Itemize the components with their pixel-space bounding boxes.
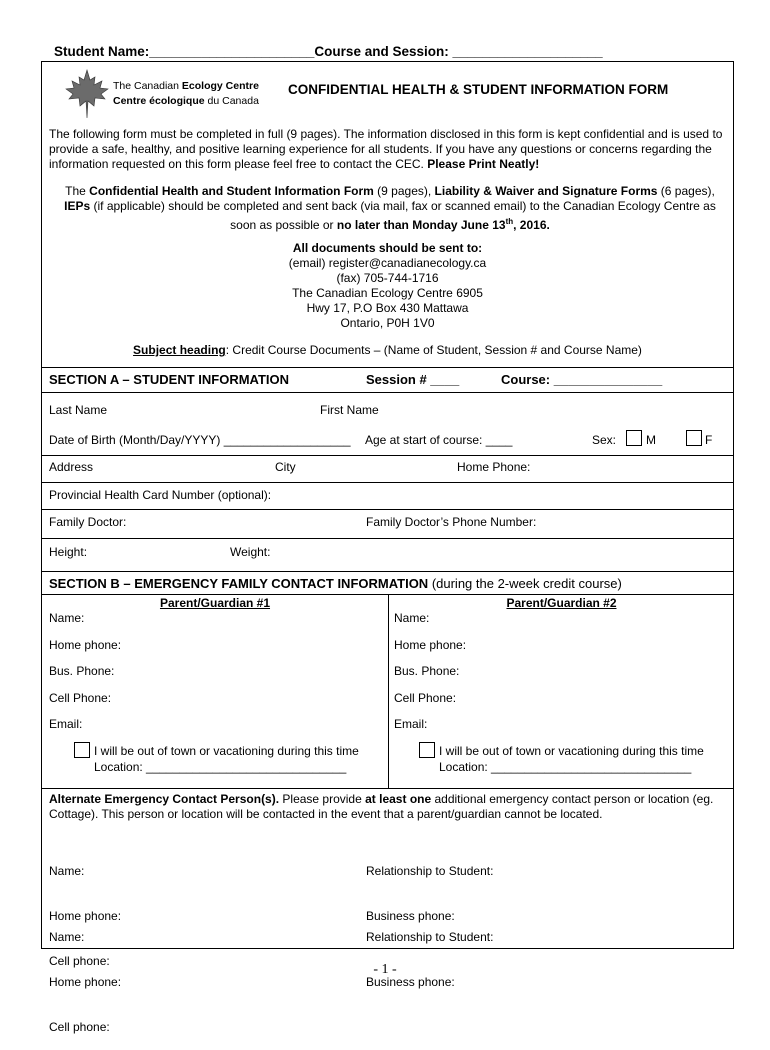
weight-field[interactable]: Weight: [230, 545, 271, 559]
city-field[interactable]: City [275, 460, 296, 474]
doctor-phone-field[interactable]: Family Doctor’s Phone Number: [366, 515, 537, 529]
guardian-1-cell-phone-field[interactable]: Cell Phone: [49, 691, 112, 705]
section-b-title: SECTION B – EMERGENCY FAMILY CONTACT INFORMATION (during the 2-week credit course) [49, 576, 622, 591]
guardian-1-name-field[interactable]: Name: [49, 611, 85, 625]
guardian-2-heading: Parent/Guardian #2 [506, 596, 617, 610]
section-a-session[interactable]: Session # ____ [366, 372, 460, 387]
guardian-2-out-of-town-checkbox[interactable] [419, 742, 435, 758]
sex-female-checkbox[interactable] [686, 430, 702, 446]
send-to-block [42, 241, 733, 331]
send-to-address-1: The Canadian Ecology Centre 6905 [292, 286, 483, 300]
guardian-2-cell-phone-field[interactable]: Cell Phone: [394, 691, 457, 705]
alternate-1-business-phone-field[interactable]: Business phone: [366, 909, 455, 923]
alternate-1-relationship-field[interactable]: Relationship to Student: [366, 864, 494, 878]
student-name-course-line[interactable]: Student Name:______________________Course and Session: ____________________ [54, 44, 603, 59]
form-title: CONFIDENTIAL HEALTH & STUDENT INFORMATION FORM [288, 82, 669, 97]
send-to-address-3: Ontario, P0H 1V0 [340, 316, 435, 330]
sex-female-label: F [705, 433, 713, 447]
alternate-2-home-phone-field[interactable]: Home phone: [49, 975, 122, 989]
alternate-2-relationship-field[interactable]: Relationship to Student: [366, 930, 494, 944]
section-a-title: SECTION A – STUDENT INFORMATION [49, 372, 290, 387]
height-field[interactable]: Height: [49, 545, 88, 559]
guardian-2-location-field[interactable]: Location: ______________________________ [439, 760, 692, 774]
alternate-2-cell-phone-field[interactable]: Cell phone: [49, 1020, 110, 1034]
address-field[interactable]: Address [49, 460, 94, 474]
age-field[interactable]: Age at start of course: ____ [365, 433, 513, 447]
guardian-1-heading: Parent/Guardian #1 [159, 596, 271, 610]
alternate-contact-2-right [366, 900, 493, 1005]
sex-label: Sex: [592, 433, 617, 447]
send-to-address-2: Hwy 17, P.O Box 430 Mattawa [306, 301, 469, 315]
maple-leaf-icon [64, 68, 110, 120]
guardian-1-bus-phone-field[interactable]: Bus. Phone: [49, 664, 115, 678]
first-name-field[interactable]: First Name [320, 403, 379, 417]
family-doctor-field[interactable]: Family Doctor: [49, 515, 127, 529]
guardian-1-out-of-town-checkbox[interactable] [74, 742, 90, 758]
home-phone-field[interactable]: Home Phone: [457, 460, 531, 474]
page-number: - 1 - [373, 962, 397, 977]
alternate-1-home-phone-field[interactable]: Home phone: [49, 909, 122, 923]
guardian-2-name-field[interactable]: Name: [394, 611, 430, 625]
send-to-fax: (fax) 705-744-1716 [336, 271, 439, 285]
guardian-2-email-field[interactable]: Email: [394, 717, 428, 731]
alternate-1-cell-phone-field[interactable]: Cell phone: [49, 954, 110, 968]
sex-male-label: M [646, 433, 656, 447]
guardian-2-out-of-town-label: I will be out of town or vacationing during this time [439, 744, 704, 758]
sex-male-checkbox[interactable] [626, 430, 642, 446]
guardian-1-out-of-town-label: I will be out of town or vacationing during this time [94, 744, 359, 758]
guardian-1-email-field[interactable]: Email: [49, 717, 83, 731]
instructions-paragraph: The Confidential Health and Student Information Form (9 pages), Liability & Waiver and Signature Forms (6 pages), IEPs (if applicable) should be completed and sent back (via mail, fax or scanned email) to the Canadian Ecology Centre as soon as possible or no later than Monday June 13th, 2016. [64, 184, 716, 232]
section-a-course[interactable]: Course: _______________ [501, 372, 663, 387]
guardian-1-location-field[interactable]: Location: ______________________________ [94, 760, 347, 774]
send-to-heading: All documents should be sent to: [292, 241, 483, 255]
subject-heading: Subject heading: Credit Course Documents – (Name of Student, Session # and Course Name) [133, 343, 642, 357]
intro-paragraph: The following form must be completed in full (9 pages). The information disclosed in this form is kept confidential and is used to provide a safe, healthy, and positive learning experience for all students. If you have any questions or concerns regarding the information requested on this form please feel free to contact the CEC. Please Print Neatly! [49, 127, 723, 171]
guardian-2-home-phone-field[interactable]: Home phone: [394, 638, 467, 652]
date-of-birth-field[interactable]: Date of Birth (Month/Day/YYYY) ___________________ [49, 433, 351, 447]
send-to-email[interactable]: (email) register@canadianecology.ca [288, 256, 487, 270]
organization-name: The Canadian Ecology Centre Centre écologique du Canada [113, 80, 259, 107]
alternate-2-business-phone-field[interactable]: Business phone: [366, 975, 455, 989]
guardian-2-bus-phone-field[interactable]: Bus. Phone: [394, 664, 460, 678]
alternate-1-name-field[interactable]: Name: [49, 864, 85, 878]
health-card-field[interactable]: Provincial Health Card Number (optional): [49, 488, 272, 502]
guardian-1-home-phone-field[interactable]: Home phone: [49, 638, 122, 652]
alternate-contact-instructions: Alternate Emergency Contact Person(s). Please provide at least one additional emergency contact person or location (eg. Cottage). This person or location will be contacted in the event that a parent/guardian cannot be located. [49, 792, 714, 821]
alternate-2-name-field[interactable]: Name: [49, 930, 85, 944]
last-name-field[interactable]: Last Name [49, 403, 108, 417]
